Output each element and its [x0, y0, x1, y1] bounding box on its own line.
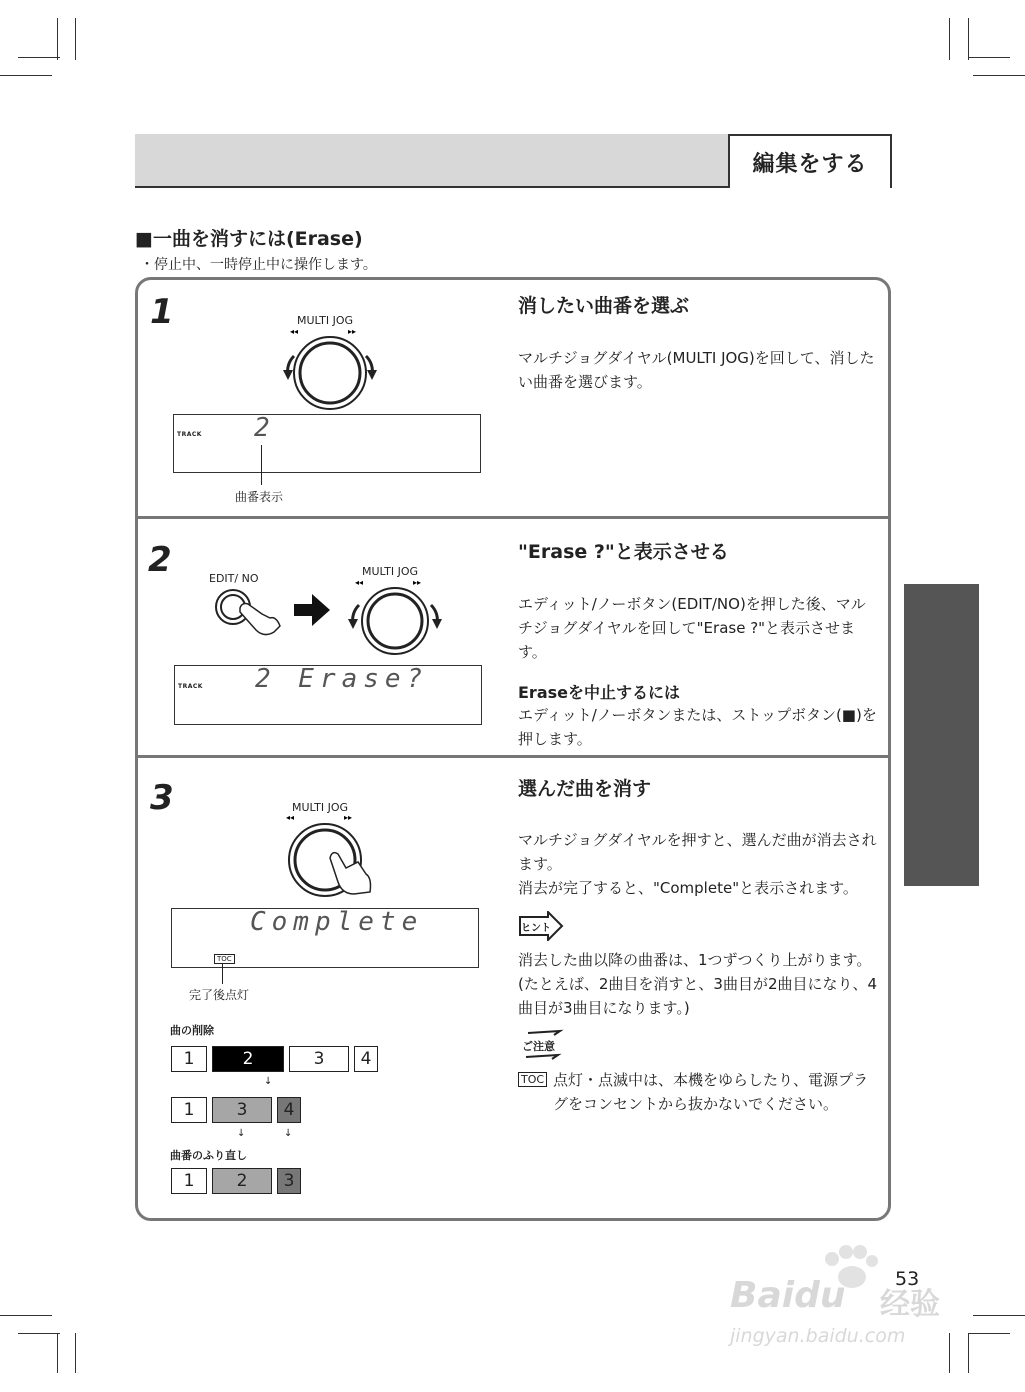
section-title: ■一曲を消すには(Erase)	[135, 228, 363, 250]
svg-text:◂◂: ◂◂	[286, 813, 295, 822]
track-box-selected: 2	[212, 1046, 284, 1072]
track-box-dark: 4	[277, 1097, 301, 1123]
step-body: マルチジョグダイヤルを押すと、選んだ曲が消去されます。	[518, 831, 877, 873]
track-box: 4	[354, 1046, 378, 1072]
step-number: 3	[150, 778, 174, 818]
toc-indicator: TOC	[518, 1072, 547, 1087]
crop-mark	[57, 1333, 58, 1373]
lcd-display	[174, 665, 482, 725]
caution-icon-label: ご注意	[522, 1040, 555, 1053]
crop-mark	[968, 18, 969, 60]
callout-line	[222, 964, 223, 984]
step-title: 消したい曲番を選ぶ	[518, 295, 690, 317]
down-arrow-icon: ↓	[264, 1076, 273, 1087]
chapter-tab: 編集をする	[728, 134, 892, 188]
crop-mark	[0, 75, 52, 76]
svg-text:◂◂: ◂◂	[355, 578, 364, 587]
toc-indicator: TOC	[214, 954, 235, 964]
crop-mark	[75, 1333, 76, 1373]
jog-label: MULTI JOG	[362, 565, 419, 578]
lcd-track-label: TRACK	[178, 683, 203, 690]
page-number: 53	[895, 1268, 920, 1290]
header-bar	[135, 134, 730, 188]
hint-icon-label: ヒント	[521, 923, 551, 934]
step-number: 1	[150, 292, 174, 332]
step-title: "Erase ?"と表示させる	[518, 541, 729, 563]
track-box: 1	[171, 1046, 207, 1072]
multi-jog-dial-icon	[280, 326, 380, 416]
callout-label: 完了後点灯	[189, 988, 250, 1002]
track-box: 1	[171, 1168, 207, 1194]
down-arrow-icon: ↓	[284, 1128, 293, 1139]
multi-jog-press-icon	[280, 812, 380, 902]
cancel-body: エディット/ノーボタンまたは、ストップボタン(■)を押します。	[518, 706, 877, 748]
lcd-display	[173, 414, 481, 473]
watermark-brand-cn: 经验	[880, 1287, 940, 1322]
crop-mark	[18, 57, 60, 58]
track-box-gray: 2	[212, 1168, 272, 1194]
callout-line	[261, 445, 262, 485]
renumber-label: 曲番のふり直し	[170, 1149, 247, 1162]
lcd-text: 2	[254, 413, 276, 443]
cancel-subtitle: Eraseを中止するには	[518, 683, 680, 702]
step-title: 選んだ曲を消す	[518, 778, 652, 800]
track-box: 3	[289, 1046, 349, 1072]
hint-arrow-icon	[518, 911, 564, 941]
delete-label: 曲の削除	[170, 1024, 214, 1037]
jog-label: MULTI JOG	[297, 314, 354, 327]
svg-text:▸▸: ▸▸	[348, 327, 357, 336]
edit-no-label: EDIT/ NO	[209, 572, 259, 585]
step-body: 消去が完了すると、"Complete"と表示されます。	[518, 879, 858, 897]
svg-text:▸▸: ▸▸	[413, 578, 422, 587]
arrow-right-icon	[292, 592, 332, 628]
step-number: 2	[148, 540, 172, 580]
hint-body: 消去した曲以降の曲番は、1つずつくり上がります。(たとえば、2曲目を消すと、3曲目が2曲目になり、4曲目が3曲目になります。)	[518, 951, 878, 1017]
edit-no-button-icon	[212, 586, 292, 646]
watermark-url: jingyan.baidu.com	[730, 1325, 906, 1347]
caution-body: 点灯・点滅中は、本機をゆらしたり、電源プラグをコンセントから抜かないでください。	[553, 1071, 869, 1113]
crop-mark	[75, 18, 76, 60]
track-box-dark: 3	[277, 1168, 301, 1194]
multi-jog-dial-icon	[343, 577, 447, 659]
caution-icon	[518, 1029, 566, 1061]
watermark	[730, 1245, 970, 1355]
crop-mark	[973, 1315, 1025, 1316]
svg-text:▸▸: ▸▸	[344, 813, 353, 822]
crop-mark	[968, 57, 1010, 58]
crop-mark	[973, 75, 1025, 76]
crop-mark	[949, 18, 950, 60]
step-divider	[137, 755, 888, 758]
crop-mark	[0, 1315, 52, 1316]
lcd-text: Complete	[250, 907, 424, 937]
lcd-text: 2 Erase?	[255, 664, 429, 694]
track-box-gray: 3	[212, 1097, 272, 1123]
watermark-brand: Baidu	[730, 1275, 846, 1316]
side-index-tab	[904, 584, 979, 886]
callout-label: 曲番表示	[235, 490, 284, 504]
lcd-track-label: TRACK	[177, 431, 202, 438]
jog-label: MULTI JOG	[292, 801, 349, 814]
svg-text:◂◂: ◂◂	[290, 327, 299, 336]
step-body: エディット/ノーボタン(EDIT/NO)を押した後、マルチジョグダイヤルを回して"Erase ?"と表示させます。	[518, 595, 866, 661]
crop-mark	[968, 1333, 1010, 1334]
lcd-display	[171, 908, 479, 968]
track-box: 1	[171, 1097, 207, 1123]
crop-mark	[18, 1333, 60, 1334]
down-arrow-icon: ↓	[237, 1128, 246, 1139]
step-body: マルチジョグダイヤル(MULTI JOG)を回して、消したい曲番を選びます。	[518, 349, 875, 391]
section-note: ・停止中、一時停止中に操作します。	[140, 257, 377, 273]
step-divider	[137, 516, 888, 519]
crop-mark	[57, 18, 58, 60]
